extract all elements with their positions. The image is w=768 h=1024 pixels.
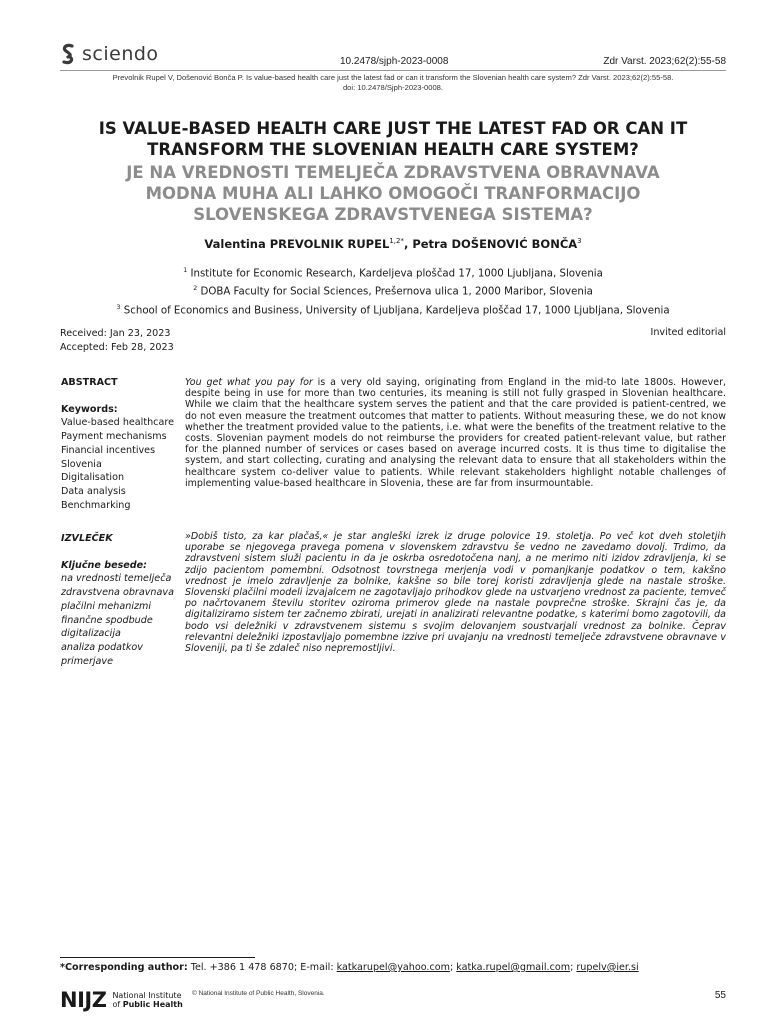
abstract-sidebar	[61, 376, 179, 512]
keyword-sl: zdravstvena obravnava	[61, 587, 174, 599]
izvlecek-sidebar	[61, 532, 179, 668]
author-list	[60, 237, 726, 251]
affiliation	[60, 281, 726, 299]
keyword: Digitalisation	[61, 472, 125, 484]
title-english-line: IS VALUE-BASED HEALTH CARE JUST THE LATEST FAD OR CAN IT	[98, 119, 688, 138]
affiliation-marker: 2	[193, 284, 198, 293]
citation-text: Prevolnik Rupel V, Došenović Bonča P. Is value-based health care just the latest fad or can it transform the Slovenian health care system? Zdr Varst. 2023;62(2):55-58.	[112, 73, 674, 82]
nijz-name-line	[112, 1000, 182, 1010]
author-affiliation-marker: 3	[577, 237, 582, 246]
keyword: Value-based healthcare	[61, 417, 174, 429]
affiliation-list	[60, 263, 726, 318]
nijz-logo	[60, 988, 183, 1012]
received-date: Received: Jan 23, 2023	[60, 328, 171, 339]
title-slovenian	[60, 162, 726, 225]
affiliation-marker: 3	[116, 302, 121, 311]
izvlecek-text: »Dobiš tisto, za kar plačaš,« je star angleški izrek iz druge polovice 19. stoletja. Po več kot dveh stoletjih uporabe se njegovega pravega pomena v slovenskem zdravstvu še vedno ne zavedamo dovolj. Trdimo, da zdravstveni sistem služi pacientu in da je oskrba osredotočena nanj, a ne merimo niti izidov zdravljenja, ki se zdijo pacientom pomembni. Odsotnost tovrstnega merjenja vodi v pomanjkanje podatkov o tem, kakšno vrednost je imelo zdravljenje za bolnike, kakšne so bile torej koristi zdravljenja glede na nastale stroške. Slovenski plačilni modeli izvajalcem ne zagotavljajo prihodkov glede na ustvarjeno vrednost za paciente, temveč po načrtovanem številu storitev oziroma primerov glede na nastale povprečne stroške. Skrajni čas je, da digitaliziramo sistem ter začnemo zbirati, urejati in analizirati relevantne podatke, s katerimi bomo zagotovili, da bodo vsi deležniki v zdravstvenem sistemu s svojim delovanjem soustvarjali vrednost za bolnike. Čeprav relevantni deležniki izpostavljajo pomembne izzive pri uvajanju na vrednosti temelječe zdravstvene obravnave v Sloveniji, pa ti še zdaleč niso nepremostljivi.	[185, 531, 726, 655]
keyword: Financial incentives	[61, 444, 156, 456]
corresponding-author-label: *Corresponding author:	[60, 962, 188, 973]
header-doi: 10.2478/sjph-2023-0008	[340, 56, 449, 67]
izvlecek-heading: IZVLEČEK	[61, 533, 113, 544]
corresponding-author-phone: Tel. +386 1 478 6870; E-mail:	[187, 962, 337, 973]
email-link[interactable]: katka.rupel@gmail.com	[456, 962, 571, 973]
nijz-name-prefix: of	[112, 1000, 123, 1009]
title-slovenian-line: SLOVENSKEGA ZDRAVSTVENEGA SISTEMA?	[193, 205, 593, 224]
article-dates	[60, 327, 174, 355]
title-english	[60, 118, 726, 160]
email-separator: ;	[570, 962, 577, 973]
email-link[interactable]: katkarupel@yahoo.com	[336, 962, 450, 973]
nijz-name-bold: Public Health	[122, 1000, 183, 1009]
author-name: Petra DOŠENOVIĆ BONČA	[412, 237, 578, 251]
keyword-sl: primerjave	[61, 655, 114, 667]
keyword-sl: finančne spodbude	[61, 614, 153, 626]
affiliation-marker: 1	[183, 266, 188, 274]
sciendo-logo-icon	[60, 43, 76, 65]
title-slovenian-line: MODNA MUHA ALI LAHKO OMOGOČI TRANFORMACIJO	[145, 184, 641, 203]
footnote-divider	[60, 957, 255, 958]
keyword: Data analysis	[61, 485, 126, 497]
keyword-sl: na vrednosti temelječa	[61, 573, 172, 585]
author-affiliation-marker: 1,2*	[389, 237, 404, 246]
nijz-name-line: National Institute	[112, 990, 182, 1000]
citation-doi: doi: 10.2478/Sjph-2023-0008.	[342, 83, 444, 92]
affiliation-text: Institute for Economic Research, Kardeljeva ploščad 17, 1000 Ljubljana, Slovenia	[187, 268, 603, 280]
corresponding-author	[60, 962, 639, 973]
title-slovenian-line: JE NA VREDNOSTI TEMELJEČA ZDRAVSTVENA OBRAVNAVA	[126, 163, 660, 182]
sciendo-logo	[60, 42, 159, 66]
email-link[interactable]: rupelv@ier.si	[576, 962, 639, 973]
email-separator: ;	[449, 962, 457, 973]
abstract-body: is a very old saying, originating from England in the mid-to late 1800s. However, despite being in use for more than two centuries, its meaning is still not fully grasped in Slovenian healthcare. While we claim that the healthcare system serves the patient and that the care provided is patient-centred, we do not even measure the treatment outcomes that matter to patients. Without measuring these, we do not know whether the treatment provided value to the patients, i.e. what were the benefits of the treatment relative to the costs. Slovenian payment models do not reimburse the providers for created patient-relevant value, but rather for the planned number of services or cases based on average incurred costs. It is thus time to digitalise the system, and start collecting, curating and analysing the relevant data to ensure that all stakeholders within the healthcare system co-deliver value to patients. While relevant stakeholders highlight notable challenges of implementing value-based healthcare in Slovenia, these are far from insurmountable.	[185, 377, 726, 489]
keywords-heading: Keywords:	[61, 403, 118, 415]
header-divider	[60, 70, 726, 71]
keyword-sl: plačilni mehanizmi	[61, 600, 152, 612]
author-name: Valentina PREVOLNIK RUPEL	[204, 237, 390, 251]
abstract-text	[185, 377, 726, 489]
accepted-date: Accepted: Feb 28, 2023	[60, 342, 174, 353]
nijz-logo-mark: NIJZ	[60, 988, 107, 1012]
nijz-logo-name	[112, 991, 182, 1010]
title-english-line: TRANSFORM THE SLOVENIAN HEALTH CARE SYSTEM?	[147, 140, 639, 159]
header-journal-reference: Zdr Varst. 2023;62(2):55-58	[603, 56, 726, 67]
article-type: Invited editorial	[650, 327, 726, 338]
affiliation	[60, 263, 726, 281]
keyword-sl: analiza podatkov	[61, 641, 143, 653]
citation-line	[60, 73, 726, 93]
affiliation	[60, 300, 726, 318]
keywords-heading-sl: Ključne besede:	[61, 559, 148, 571]
sciendo-logo-text: sciendo	[82, 43, 159, 65]
abstract-heading: ABSTRACT	[61, 377, 118, 388]
keyword: Benchmarking	[61, 499, 131, 511]
affiliation-text: DOBA Faculty for Social Sciences, Prešernova ulica 1, 2000 Maribor, Slovenia	[197, 286, 593, 298]
keyword-sl: digitalizacija	[61, 628, 121, 640]
keyword: Slovenia	[61, 458, 102, 470]
author-separator: ,	[403, 237, 413, 251]
page-number: 55	[714, 990, 726, 1001]
affiliation-text: School of Economics and Business, University of Ljubljana, Kardeljeva ploščad 17, 1000 Ljubljana, Slovenia	[120, 305, 670, 317]
abstract-lead-phrase: You get what you pay for	[185, 377, 313, 388]
copyright-notice: © National Institute of Public Health, Slovenia.	[192, 990, 325, 997]
keyword: Payment mechanisms	[61, 431, 167, 443]
